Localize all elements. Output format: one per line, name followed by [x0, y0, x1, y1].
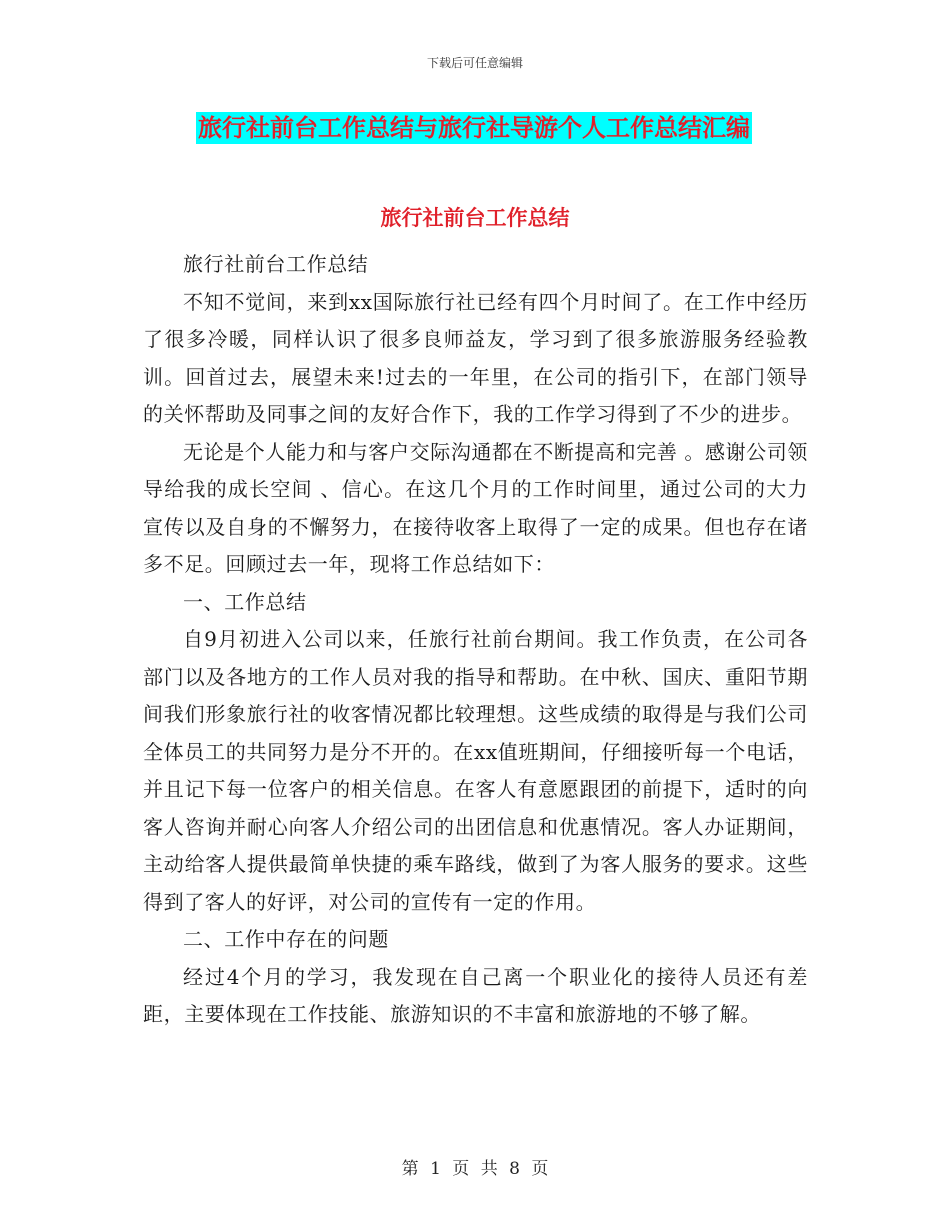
document-body — [143, 246, 808, 1034]
document-title: 旅行社前台工作总结与旅行社导游个人工作总结汇编 — [198, 114, 750, 142]
paragraph-heading: 旅行社前台工作总结 — [183, 252, 369, 276]
section-heading: 二、工作中存在的问题 — [183, 927, 389, 951]
section-heading: 一、工作总结 — [183, 589, 307, 614]
header-note: 下载后可任意编辑 — [426, 56, 523, 70]
paragraph: 经过4个月的学习，我发现在自己离一个职业化的接待人员还有差距，主要体现在工作技能、旅游知识的不丰富和旅游地的不够了解。 — [143, 964, 808, 1026]
paragraph: 无论是个人能力和与客户交际沟通都在不断提高和完善 。感谢公司领导给我的成长空间 、信心。在这几个月的工作时间里，通过公司的大力宣传以及自身的不懈努力，在接待收客上取得了一定的成果。但也存在诸多不足。回顾过去一年，现将工作总结如下： — [143, 439, 808, 576]
paragraph: 不知不觉间，来到xx国际旅行社已经有四个月时间了。在工作中经历了很多冷暖，同样认识了很多良师益友，学习到了很多旅游服务经验教训。回首过去，展望未来!过去的一年里，在公司的指引下，在部门领导的关怀帮助及同事之间的友好合作下，我的工作学习得到了不少的进步。 — [143, 289, 808, 426]
section-title: 旅行社前台工作总结 — [380, 206, 570, 230]
paragraph: 自9月初进入公司以来，任旅行社前台期间。我工作负责，在公司各部门以及各地方的工作人员对我的指导和帮助。在中秋、国庆、重阳节期间我们形象旅行社的收客情况都比较理想。这些成绩的取得是与我们公司全体员工的共同努力是分不开的。在xx值班期间，仔细接听每一个电话，并且记下每一位客户的相关信息。在客人有意愿跟团的前提下，适时的向客人咨询并耐心向客人介绍公司的出团信息和优惠情况。客人办证期间，主动给客人提供最简单快捷的乘车路线，做到了为客人服务的要求。这些得到了客人的好评，对公司的宣传有一定的作用。 — [143, 627, 808, 914]
page-number: 第 1 页 共 8 页 — [401, 1159, 549, 1179]
